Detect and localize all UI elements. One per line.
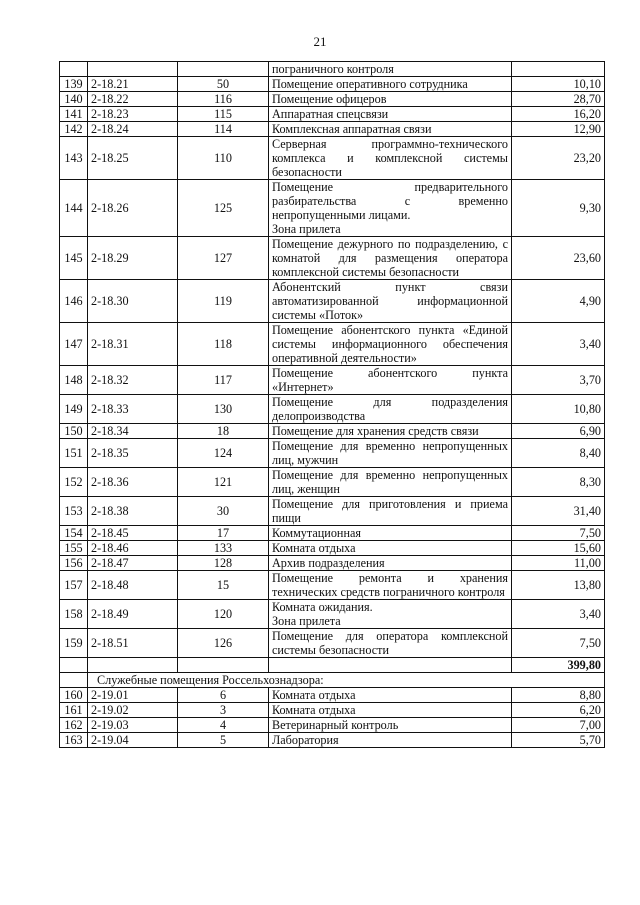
room-name: Архив подразделения [269, 556, 512, 571]
room-code: 2-18.38 [88, 497, 178, 526]
room-area: 12,90 [512, 122, 605, 137]
room-name: Коммутационная [269, 526, 512, 541]
room-name: Помещение для хранения средств связи [269, 424, 512, 439]
plan-number: 114 [178, 122, 269, 137]
page-number: 21 [313, 34, 327, 49]
table-row [60, 629, 605, 658]
room-area: 23,20 [512, 137, 605, 180]
table-row [60, 107, 605, 122]
room-area: 6,20 [512, 703, 605, 718]
room-name: Помещение ремонта и хранения технических средств пограничного контроля [269, 571, 512, 600]
plan-number: 119 [178, 280, 269, 323]
row-number: 150 [60, 424, 88, 439]
table-row [60, 122, 605, 137]
room-name-line: Комната ожидания. [272, 600, 373, 614]
table-row [60, 77, 605, 92]
room-code: 2-18.23 [88, 107, 178, 122]
room-name: Помещение для приготовления и приема пищи [269, 497, 512, 526]
room-area: 11,00 [512, 556, 605, 571]
room-name: Помещение для временно непропущенных лиц, женщин [269, 468, 512, 497]
room-area: 28,70 [512, 92, 605, 107]
row-number: 139 [60, 77, 88, 92]
room-name: Комната отдыха [269, 703, 512, 718]
table-row [60, 439, 605, 468]
room-area: 31,40 [512, 497, 605, 526]
room-code: 2-18.21 [88, 77, 178, 92]
room-name [269, 180, 512, 237]
room-code: 2-18.29 [88, 237, 178, 280]
table-row [60, 718, 605, 733]
room-name-note: Зона прилета [272, 614, 341, 628]
row-number: 161 [60, 703, 88, 718]
plan-number: 117 [178, 366, 269, 395]
room-area: 7,50 [512, 629, 605, 658]
room-name: Помещение для оператора комплексной системы безопасности [269, 629, 512, 658]
row-number: 163 [60, 733, 88, 748]
room-code: 2-18.24 [88, 122, 178, 137]
room-area: 8,80 [512, 688, 605, 703]
room-area: 10,80 [512, 395, 605, 424]
plan-number: 30 [178, 497, 269, 526]
room-name-note: Зона прилета [272, 222, 341, 236]
plan-number: 18 [178, 424, 269, 439]
subtotal-area: 399,80 [512, 658, 605, 673]
row-number: 140 [60, 92, 88, 107]
room-area: 7,50 [512, 526, 605, 541]
plan-number: 128 [178, 556, 269, 571]
row-number: 160 [60, 688, 88, 703]
plan-number: 5 [178, 733, 269, 748]
room-area: 15,60 [512, 541, 605, 556]
row-number: 152 [60, 468, 88, 497]
table-row [60, 571, 605, 600]
room-name: Комната отдыха [269, 688, 512, 703]
row-number: 146 [60, 280, 88, 323]
table-row [60, 600, 605, 629]
plan-number: 130 [178, 395, 269, 424]
plan-number: 50 [178, 77, 269, 92]
room-area: 23,60 [512, 237, 605, 280]
row-number: 158 [60, 600, 88, 629]
row-number: 156 [60, 556, 88, 571]
plan-number: 110 [178, 137, 269, 180]
row-number: 141 [60, 107, 88, 122]
table-row-continuation [60, 62, 605, 77]
room-area: 4,90 [512, 280, 605, 323]
room-area: 3,40 [512, 323, 605, 366]
room-name: Помещение оперативного сотрудника [269, 77, 512, 92]
room-code: 2-18.30 [88, 280, 178, 323]
room-name: Абонентский пункт связи автоматизированной информационной системы «Поток» [269, 280, 512, 323]
plan-number: 3 [178, 703, 269, 718]
table-row [60, 237, 605, 280]
plan-number: 15 [178, 571, 269, 600]
table-row [60, 366, 605, 395]
room-area: 3,70 [512, 366, 605, 395]
row-number: 149 [60, 395, 88, 424]
table-row [60, 323, 605, 366]
table-row [60, 556, 605, 571]
room-area: 7,00 [512, 718, 605, 733]
table-row [60, 180, 605, 237]
room-code: 2-18.22 [88, 92, 178, 107]
room-code: 2-18.45 [88, 526, 178, 541]
room-area: 8,40 [512, 439, 605, 468]
row-number: 147 [60, 323, 88, 366]
room-code: 2-18.26 [88, 180, 178, 237]
room-area: 10,10 [512, 77, 605, 92]
room-name: Аппаратная спецсвязи [269, 107, 512, 122]
room-name: Лаборатория [269, 733, 512, 748]
room-area: 6,90 [512, 424, 605, 439]
table-row [60, 424, 605, 439]
table-row [60, 733, 605, 748]
room-area: 9,30 [512, 180, 605, 237]
plan-number: 118 [178, 323, 269, 366]
room-area: 8,30 [512, 468, 605, 497]
room-code: 2-18.48 [88, 571, 178, 600]
table-row [60, 497, 605, 526]
room-area: 16,20 [512, 107, 605, 122]
row-number: 154 [60, 526, 88, 541]
row-number: 155 [60, 541, 88, 556]
table-row [60, 526, 605, 541]
plan-number: 127 [178, 237, 269, 280]
plan-number: 124 [178, 439, 269, 468]
room-area: 5,70 [512, 733, 605, 748]
subtotal-row [60, 658, 605, 673]
room-name: Комплексная аппаратная связи [269, 122, 512, 137]
room-area: 3,40 [512, 600, 605, 629]
row-number: 151 [60, 439, 88, 468]
room-code: 2-18.33 [88, 395, 178, 424]
room-name: Комната отдыха [269, 541, 512, 556]
room-name: Помещение абонентского пункта «Единой системы информационного обеспечения оперативной деятельности» [269, 323, 512, 366]
room-name: Серверная программно-технического комплекса и комплексной системы безопасности [269, 137, 512, 180]
table-row [60, 541, 605, 556]
table-row [60, 468, 605, 497]
room-code: 2-19.04 [88, 733, 178, 748]
plan-number: 116 [178, 92, 269, 107]
row-number: 144 [60, 180, 88, 237]
table-row [60, 280, 605, 323]
room-code: 2-18.31 [88, 323, 178, 366]
plan-number: 121 [178, 468, 269, 497]
table-row [60, 92, 605, 107]
plan-number: 120 [178, 600, 269, 629]
row-number: 145 [60, 237, 88, 280]
row-number: 162 [60, 718, 88, 733]
row-number: 148 [60, 366, 88, 395]
room-name: Помещение для временно непропущенных лиц, мужчин [269, 439, 512, 468]
row-number: 153 [60, 497, 88, 526]
room-code: 2-18.25 [88, 137, 178, 180]
room-name: Помещение для подразделения делопроизводства [269, 395, 512, 424]
table-row [60, 137, 605, 180]
rooms-table [59, 61, 605, 748]
room-code: 2-19.01 [88, 688, 178, 703]
row-number: 157 [60, 571, 88, 600]
table-row [60, 703, 605, 718]
section-header-row [60, 673, 605, 688]
room-code: 2-18.32 [88, 366, 178, 395]
plan-number: 6 [178, 688, 269, 703]
room-code: 2-18.51 [88, 629, 178, 658]
plan-number: 17 [178, 526, 269, 541]
room-code: 2-18.36 [88, 468, 178, 497]
room-code: 2-18.35 [88, 439, 178, 468]
room-name [269, 600, 512, 629]
room-code: 2-18.47 [88, 556, 178, 571]
room-code: 2-18.34 [88, 424, 178, 439]
room-name: Ветеринарный контроль [269, 718, 512, 733]
room-name: Помещение дежурного по подразделению, с комнатой для размещения оператора комплексной системы безопасности [269, 237, 512, 280]
room-area: 13,80 [512, 571, 605, 600]
room-code: 2-18.46 [88, 541, 178, 556]
plan-number: 4 [178, 718, 269, 733]
plan-number: 115 [178, 107, 269, 122]
table-row [60, 395, 605, 424]
plan-number: 133 [178, 541, 269, 556]
room-name: Помещение офицеров [269, 92, 512, 107]
section-title: Служебные помещения Россельхознадзора: [88, 673, 605, 688]
row-number: 143 [60, 137, 88, 180]
plan-number: 126 [178, 629, 269, 658]
room-name: Помещение абонентского пункта «Интернет» [269, 366, 512, 395]
room-name-line: Помещение предварительного разбирательства с временно непропущенными лицами. [272, 180, 508, 222]
table-row [60, 688, 605, 703]
room-code: 2-19.02 [88, 703, 178, 718]
plan-number: 125 [178, 180, 269, 237]
room-name: пограничного контроля [269, 62, 512, 77]
room-code: 2-18.49 [88, 600, 178, 629]
room-code: 2-19.03 [88, 718, 178, 733]
row-number: 142 [60, 122, 88, 137]
row-number: 159 [60, 629, 88, 658]
